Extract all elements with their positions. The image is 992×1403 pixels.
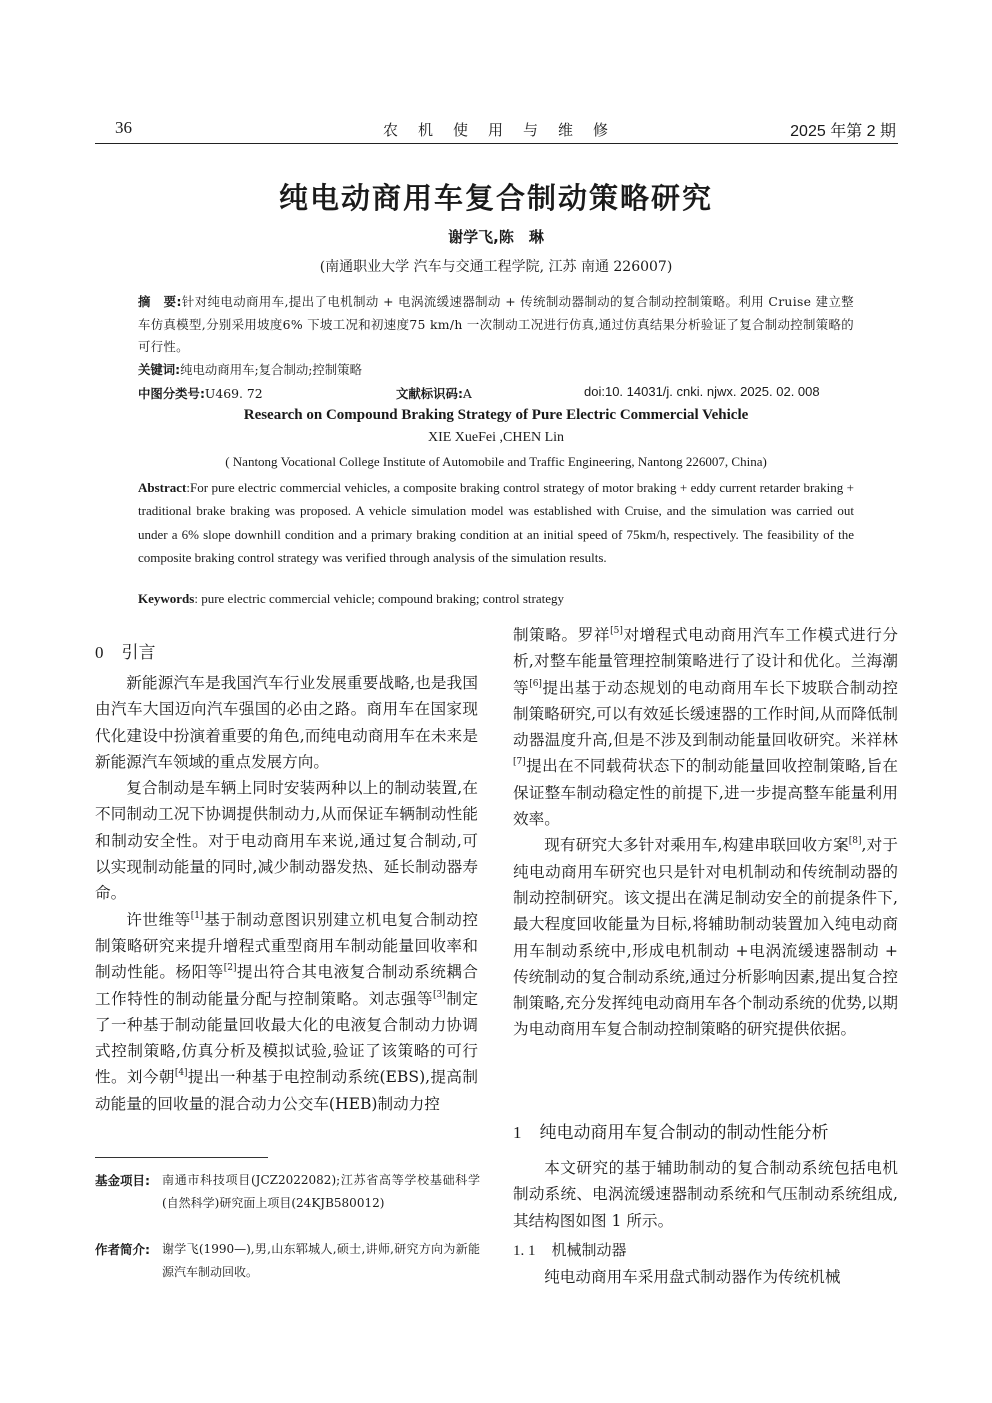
- english-abstract-text: :For pure electric commercial vehicles, a composite braking control strategy of motor braking + eddy current retarder braking + traditional brake braking was proposed. A vehicle simulation model was established with Cruise, and the simulation was carried out under a 6% slope downhill condition and a primary braking condition at an initial speed of 75km/h, respectively. The feasibility of the composite braking control strategy was verified through analysis of the simulation results.: [138, 480, 854, 565]
- english-authors: XIE XueFei ,CHEN Lin: [427, 430, 565, 445]
- journal-name: 农机使用与维修: [382, 121, 628, 139]
- paragraph: 纯电动商用车采用盘式制动器作为传统机械: [544, 1268, 841, 1286]
- paragraph: 现有研究大多针对乘用车,构建串联回收方案[8],对于纯电动商用车研究也只是针对电机制动和传统制动器的制动控制研究。该文提出在满足制动安全的前提条件下,最大程度回收能量为目标,将辅助制动装置加入纯电动商用车制动系统中,形成电机制动 +电涡流缓速器制动 + 传统制动的复合制动系统,通过分析影响因素,提出复合控制策略,充分发挥纯电动商用车各个制动系统的优势,以期为电动商用车复合制动控制策略的研究提供依据。: [513, 836, 898, 1039]
- clc-code: 中图分类号:U469. 72: [138, 386, 263, 401]
- keywords-cn: [138, 360, 854, 378]
- english-keywords-label: Keywords: [138, 591, 195, 606]
- abstract-cn-text: 针对纯电动商用车,提出了电机制动 + 电涡流缓速器制动 + 传统制动器制动的复合制动控制策略。利用 Cruise 建立整车仿真模型,分别采用坡度6% 下坡工况和初速度75 km/h 一次制动工况进行仿真,通过仿真结果分析验证了复合制动控制策略的可行性。: [138, 294, 854, 354]
- keywords-cn-label: 关键词:: [138, 362, 181, 377]
- classification-row: [138, 384, 854, 404]
- english-abstract: [138, 476, 854, 569]
- citation: [2]: [223, 963, 237, 974]
- english-keywords: [138, 591, 854, 607]
- section-1-heading: 1 纯电动商用车复合制动的制动性能分析: [513, 1123, 829, 1143]
- citation: [1]: [190, 910, 204, 921]
- paragraph: 复合制动是车辆上同时安装两种以上的制动装置,在不同制动工况下协调提供制动力,从而保证车辆制动性能和制动安全性。对于电动商用车来说,通过复合制动,可以实现制动能量的同时,减少制动器发热、延长制动器寿命。: [95, 779, 478, 903]
- author-note: [95, 1238, 480, 1284]
- document-code: 文献标识码:A: [396, 386, 472, 401]
- authors: 谢学飞,陈 琳: [448, 228, 544, 246]
- subsection-1-1-body: [513, 1264, 898, 1290]
- english-abstract-label: Abstract: [138, 480, 187, 495]
- keywords-cn-text: 纯电动商用车;复合制动;控制策略: [180, 362, 362, 377]
- citation: [6]: [529, 678, 542, 689]
- citation: [4]: [174, 1068, 188, 1079]
- subsection-1-1-heading: 1. 1 机械制动器: [513, 1241, 627, 1259]
- author-note-text: 谢学飞(1990—),男,山东郓城人,硕士,讲师,研究方向为新能源汽车制动回收。: [162, 1242, 480, 1279]
- english-affiliation: ( Nantong Vocational College Institute of Automobile and Traffic Engineering, Nantong 226007, China): [225, 454, 767, 469]
- english-title: Research on Compound Braking Strategy of Pure Electric Commercial Vehicle: [243, 407, 749, 423]
- paragraph: 许世维等[1]基于制动意图识别建立机电复合制动控制策略研究来提升增程式重型商用车制动能量回收率和制动性能。杨阳等[2]提出符合其电液复合制动系统耦合工作特性的制动能量分配与控制策略。刘志强等[3]制定了一种基于制动能量回收最大化的电液复合制动力协调式控制策略,仿真分析及模拟试验,验证了该策略的可行性。刘今朝[4]提出一种基于电控制动系统(EBS),提高制动能量的回收量的混合动力公交车(HEB)制动力控: [95, 910, 478, 1113]
- section-1-body: [513, 1155, 898, 1234]
- right-column: [513, 622, 898, 1043]
- doi: doi:10. 14031/j. cnki. njwx. 2025. 02. 008: [584, 384, 820, 399]
- citation: [3]: [433, 989, 446, 1000]
- funding-text: 南通市科技项目(JCZ2022082);江苏省高等学校基础科学(自然科学)研究面上项目(24KJB580012): [162, 1173, 480, 1210]
- affiliation: (南通职业大学 汽车与交通工程学院, 江苏 南通 226007): [319, 259, 673, 275]
- abstract-cn-label: 摘 要:: [138, 294, 182, 309]
- paragraph: 制策略。罗祥[5]对增程式电动商用汽车工作模式进行分析,对整车能量管理控制策略进行了设计和优化。兰海潮等[6]提出基于动态规划的电动商用车长下坡联合制动控制策略研究,可以有效延长缓速器的工作时间,从而降低制动器温度升高,但是不涉及到制动能量回收研究。米祥林[7]提出在不同载荷状态下的制动能量回收控制策略,旨在保证整车制动稳定性的前提下,进一步提高整车能量利用效率。: [513, 626, 898, 829]
- paragraph: 本文研究的基于辅助制动的复合制动系统包括电机制动系统、电涡流缓速器制动系统和气压制动系统组成,其结构图如图 1 所示。: [513, 1159, 898, 1230]
- citation: [8]: [848, 836, 862, 847]
- funding-label: 基金项目:: [95, 1173, 150, 1188]
- english-keywords-text: : pure electric commercial vehicle; compound braking; control strategy: [194, 591, 564, 606]
- citation: [7]: [513, 757, 526, 768]
- funding-note: [95, 1169, 480, 1239]
- footnote-rule: [95, 1157, 268, 1158]
- left-column: [95, 670, 478, 1117]
- abstract-cn: [138, 291, 854, 359]
- page-number: 36: [115, 118, 132, 137]
- header-rule: [95, 143, 898, 144]
- author-note-label: 作者简介:: [95, 1242, 150, 1257]
- citation: [5]: [610, 626, 623, 636]
- issue-label: 2025 年第 2 期: [790, 123, 896, 140]
- paper-title: 纯电动商用车复合制动策略研究: [278, 181, 713, 215]
- paragraph: 新能源汽车是我国汽车行业发展重要战略,也是我国由汽车大国迈向汽车强国的必由之路。商用车在国家现代化建设中扮演着重要的角色,而纯电动商用车在未来是新能源汽车领域的重点发展方向。: [95, 674, 478, 771]
- section-0-heading: 0 引言: [95, 643, 156, 663]
- running-header: [115, 118, 896, 142]
